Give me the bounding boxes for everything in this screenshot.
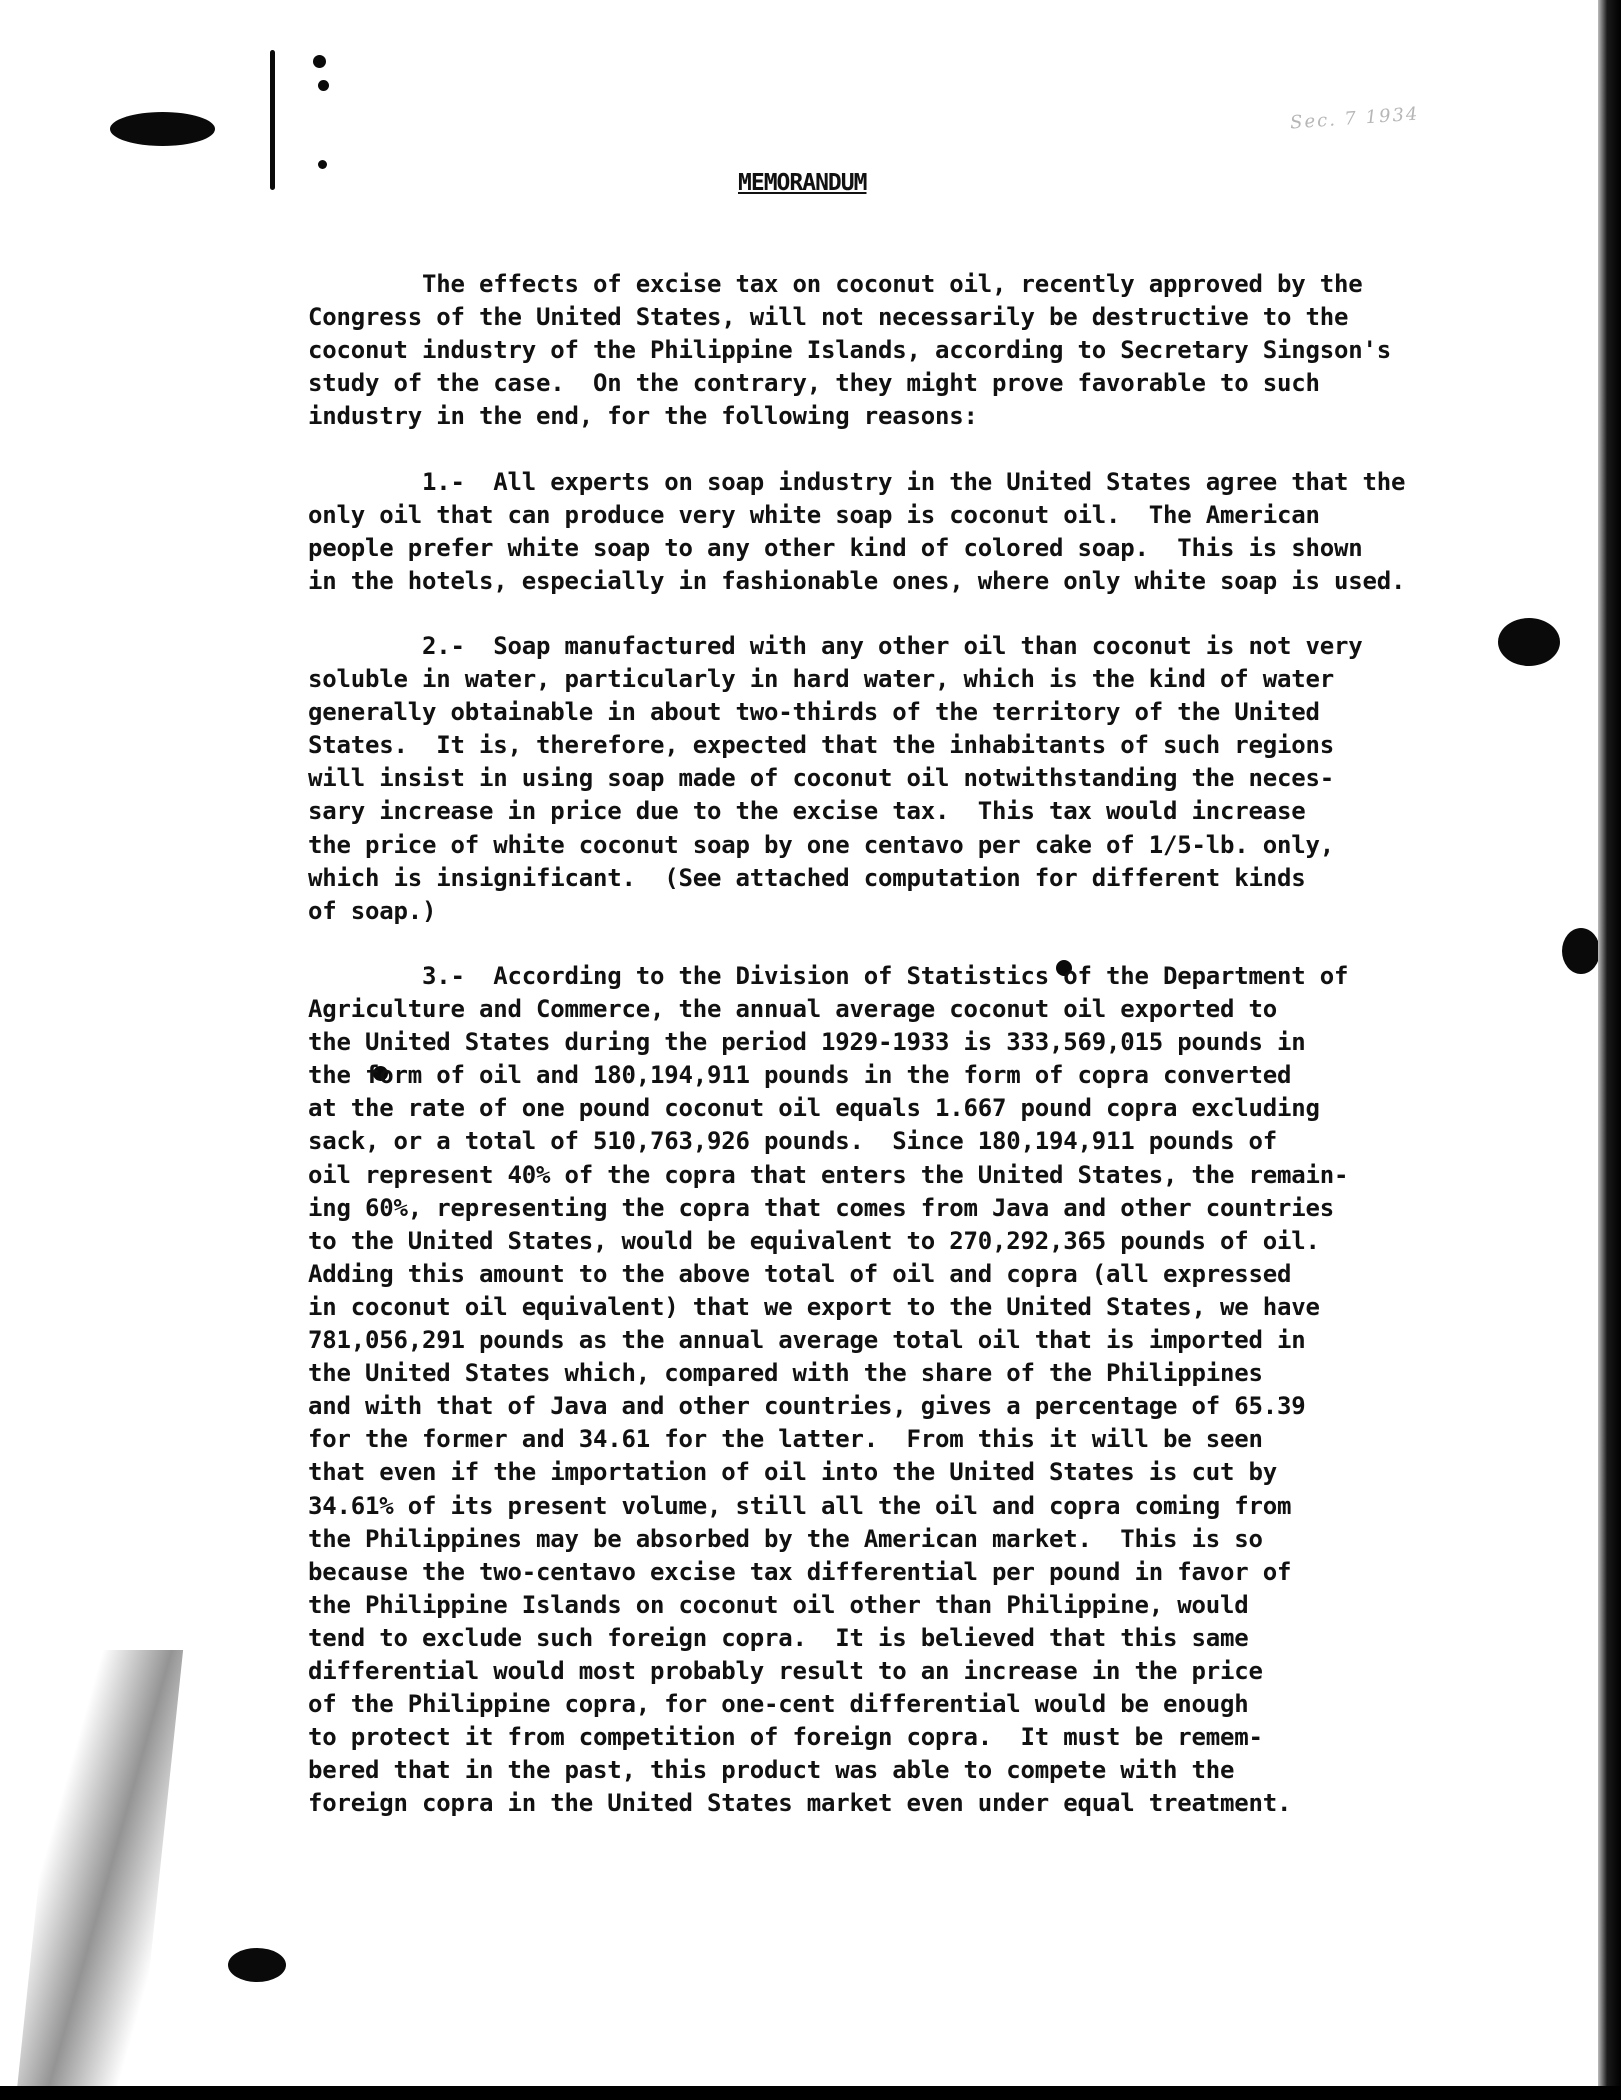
binder-mark [313, 55, 326, 68]
scan-edge-right [1598, 0, 1621, 2100]
intro-paragraph: The effects of excise tax on coconut oil, recently approved by the Congress of the United States, will not necessarily be destructive to the coconut industry of the Philippine Islands, according to Secretary Singson's study of the case. On the contrary, they might prove favorable to such industry in the end, for the following reasons: [308, 270, 1391, 431]
memo-title: MEMORANDUM [738, 170, 867, 196]
reason-2-paragraph: 2.- Soap manufactured with any other oil than coconut is not very soluble in water, particularly in hard water, which is the kind of water generally obtainable in about two-thirds of the territory of the United States. It is, therefore, expected that the inhabitants of such regions will insist in using soap made of coconut oil notwithstanding the neces- sary increase in price due to the excise tax. This tax would increase the price of white coconut soap by one centavo per cake of 1/5-lb. only, which is insignificant. (See attached computation for different kinds of soap.) [308, 632, 1363, 925]
scan-shadow [17, 1650, 183, 2090]
binder-line [270, 50, 275, 190]
reason-1-paragraph: 1.- All experts on soap industry in the United States agree that the only oil that can produce very white soap is coconut oil. The American people prefer white soap to any other kind of colored soap. This is shown in the hotels, especially in fashionable ones, where only white soap is used. [308, 468, 1406, 596]
ink-blot-bottom-left [228, 1948, 286, 1982]
handwritten-note: Sec. 7 1934 [1289, 103, 1421, 134]
binder-mark [318, 80, 329, 91]
ink-blot-top-left [110, 112, 215, 146]
reason-3-paragraph: 3.- According to the Division of Statistics of the Department of Agriculture and Commerce, the annual average coconut oil exported to the United States during the period 1929-1933 is 333,569,015 pounds in the form of oil and 180,194,911 pounds in the form of copra converted at the rate of one pound coconut oil equals 1.667 pound copra excluding sack, or a total of 510,763,926 pounds. Since 180,194,911 pounds of oil represent 40% of the copra that enters the United States, the remain- ing 60%, representing the copra that comes from Java and other countries to the United States, would be equivalent to 270,292,365 pounds of oil. Adding this amount to the above total of oil and copra (all expressed in coconut oil equivalent) that we export to the United States, we have 781,056,291 pounds as the annual average total oil that is imported in the United States which, compared with the share of the Philippines and with that of Java and other countries, gives a percentage of 65.39 for the former and 34.61 for the latter. From this it will be seen that even if the importation of oil into the United States is cut by 34.61% of its present volume, still all the oil and copra coming from the Philippines may be absorbed by the American market. This is so because the two-centavo excise tax differential per pound in favor of the Philippine Islands on coconut oil other than Philippine, would tend to exclude such foreign copra. It is believed that this same differential would most probably result to an increase in the price of the Philippine copra, for one-cent differential would be enough to protect it from competition of foreign copra. It must be remem- bered that in the past, this product was able to compete with the foreign copra in the United States market even under equal treatment. [308, 962, 1349, 1818]
binder-mark [318, 160, 327, 169]
scan-edge-bottom [0, 2086, 1621, 2100]
